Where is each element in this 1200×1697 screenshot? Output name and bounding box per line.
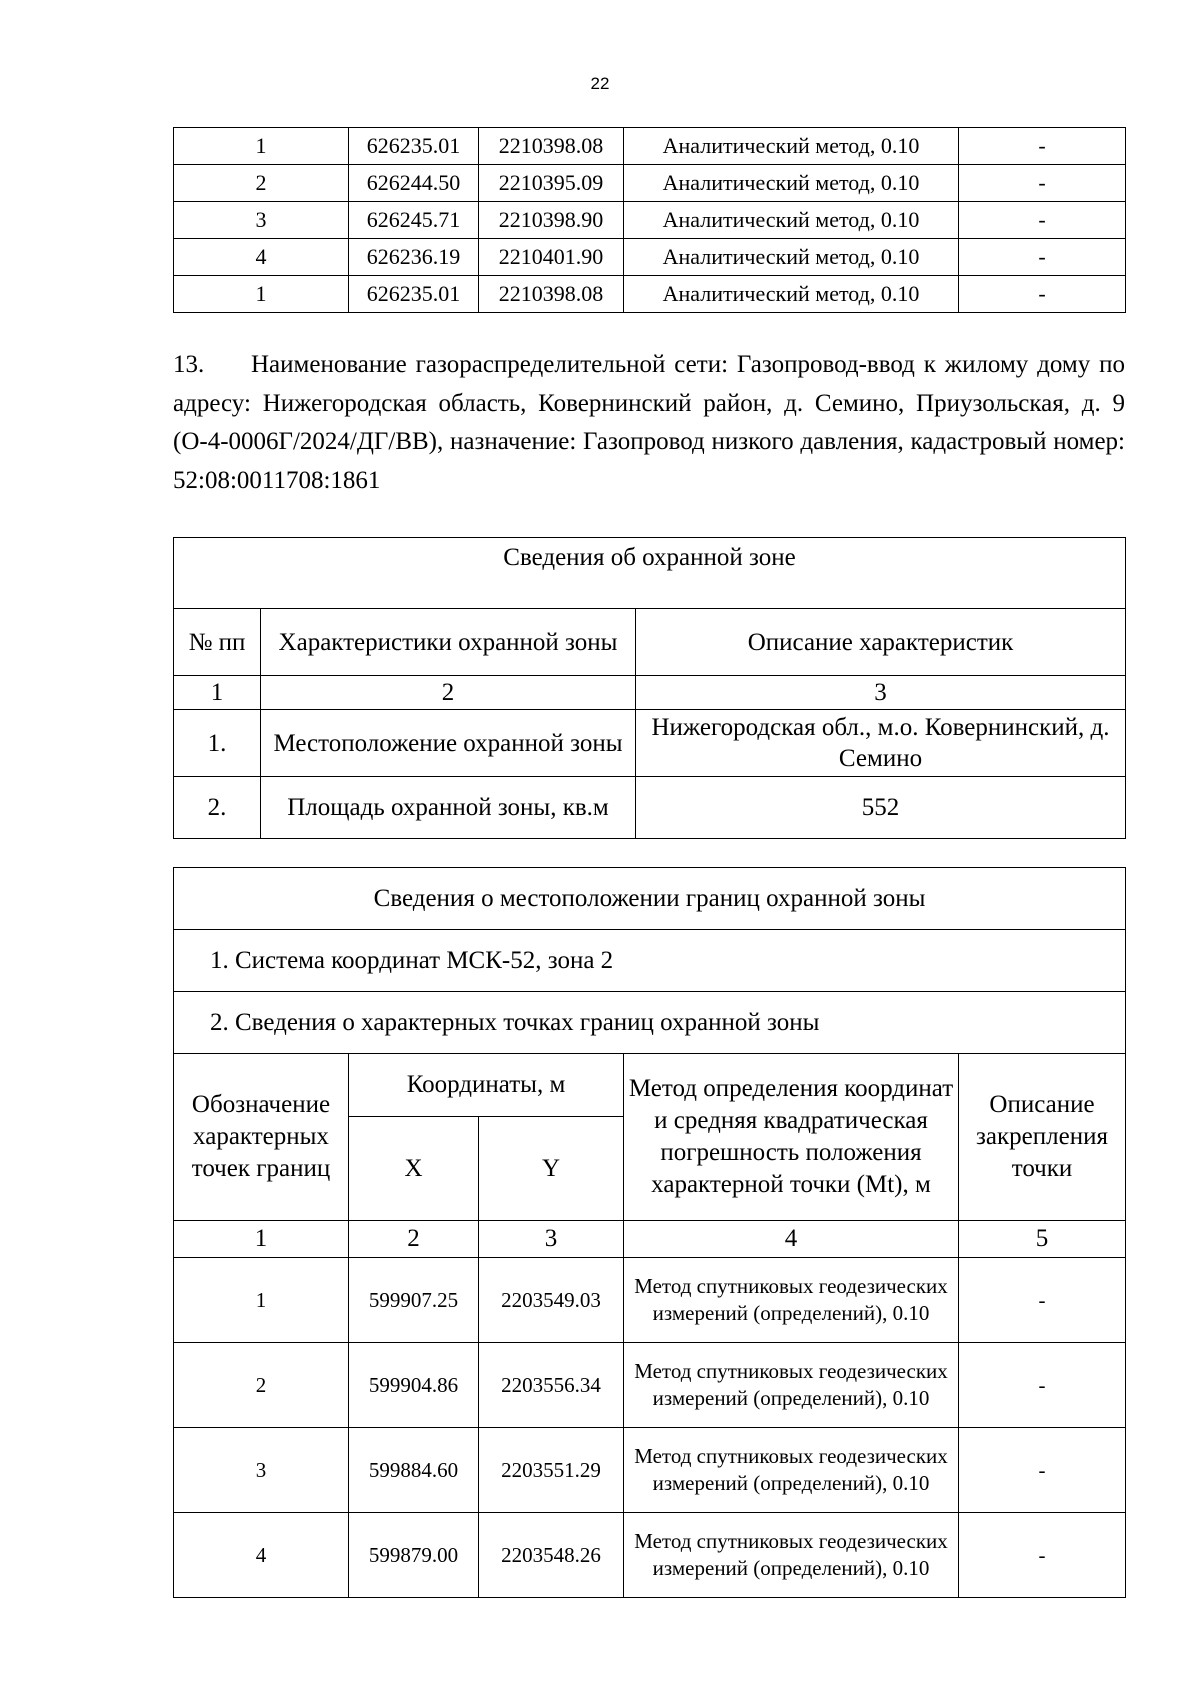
x-cell: 626244.50 [349, 165, 479, 202]
description-cell: Нижегородская обл., м.о. Ковернинский, д. Семино [636, 710, 1126, 777]
section-number: 13. [173, 351, 205, 378]
table-row [174, 276, 1126, 313]
zone-info-table [173, 537, 1126, 839]
y-cell: 2203548.26 [479, 1513, 624, 1598]
column-number-row [174, 676, 1126, 710]
description-cell: - [959, 1343, 1126, 1428]
table-row [174, 710, 1126, 777]
table-row [174, 1513, 1126, 1598]
x-cell: 626235.01 [349, 276, 479, 313]
method-cell: Аналитический метод, 0.10 [624, 128, 959, 165]
table-row [174, 1258, 1126, 1343]
point-cell: 3 [174, 202, 349, 239]
y-cell: 2210398.08 [479, 276, 624, 313]
table-row [174, 239, 1126, 276]
column-number: 1 [174, 676, 261, 710]
column-number: 1 [174, 1221, 349, 1258]
x-cell: 599879.00 [349, 1513, 479, 1598]
description-cell: - [959, 239, 1126, 276]
x-cell: 599907.25 [349, 1258, 479, 1343]
column-number: 4 [624, 1221, 959, 1258]
characteristic-cell: Площадь охранной зоны, кв.м [261, 777, 636, 839]
method-cell: Метод спутниковых геодезических измерений (определений), 0.10 [624, 1343, 959, 1428]
point-cell: 3 [174, 1428, 349, 1513]
column-number: 3 [479, 1221, 624, 1258]
column-header-description: Описание закрепления точки [959, 1054, 1126, 1221]
description-cell: - [959, 128, 1126, 165]
table-row [174, 777, 1126, 839]
point-cell: 4 [174, 239, 349, 276]
method-cell: Метод спутниковых геодезических измерений (определений), 0.10 [624, 1428, 959, 1513]
column-number: 3 [636, 676, 1126, 710]
points-title: 2. Сведения о характерных точках границ охранной зоны [174, 992, 1126, 1054]
point-cell: 2 [174, 1343, 349, 1428]
x-cell: 599884.60 [349, 1428, 479, 1513]
table-row [174, 1343, 1126, 1428]
description-cell: - [959, 202, 1126, 239]
page-number: 22 [590, 74, 610, 93]
column-number-row [174, 1221, 1126, 1258]
table-row [174, 165, 1126, 202]
column-header-number: № пп [174, 609, 261, 676]
method-cell: Аналитический метод, 0.10 [624, 239, 959, 276]
y-cell: 2210398.08 [479, 128, 624, 165]
points-title-row [174, 992, 1126, 1054]
column-header-method: Метод определения координат и средняя квадратическая погрешность положения характерной точки (Mt), м [624, 1054, 959, 1221]
column-header-y: Y [479, 1117, 624, 1221]
method-cell: Метод спутниковых геодезических измерений (определений), 0.10 [624, 1258, 959, 1343]
description-cell: - [959, 1428, 1126, 1513]
y-cell: 2210395.09 [479, 165, 624, 202]
section-paragraph [173, 346, 1125, 500]
coordinate-system: 1. Система координат МСК-52, зона 2 [174, 930, 1126, 992]
characteristic-cell: Местоположение охранной зоны [261, 710, 636, 777]
row-number: 2. [174, 777, 261, 839]
boundary-title: Сведения о местоположении границ охранной зоны [174, 868, 1126, 930]
point-cell: 1 [174, 276, 349, 313]
description-cell: - [959, 1513, 1126, 1598]
description-cell: 552 [636, 777, 1126, 839]
row-number: 1. [174, 710, 261, 777]
y-cell: 2210398.90 [479, 202, 624, 239]
method-cell: Аналитический метод, 0.10 [624, 165, 959, 202]
column-header-characteristic: Характеристики охранной зоны [261, 609, 636, 676]
column-number: 2 [261, 676, 636, 710]
y-cell: 2210401.90 [479, 239, 624, 276]
column-header-point: Обозначение характерных точек границ [174, 1054, 349, 1221]
table-row [174, 1428, 1126, 1513]
column-header-x: X [349, 1117, 479, 1221]
description-cell: - [959, 1258, 1126, 1343]
point-cell: 1 [174, 1258, 349, 1343]
description-cell: - [959, 165, 1126, 202]
method-cell: Метод спутниковых геодезических измерений (определений), 0.10 [624, 1513, 959, 1598]
table-title-row [174, 538, 1126, 609]
point-cell: 1 [174, 128, 349, 165]
coordinate-system-row [174, 930, 1126, 992]
x-cell: 626235.01 [349, 128, 479, 165]
column-header-description: Описание характеристик [636, 609, 1126, 676]
description-cell: - [959, 276, 1126, 313]
section-text: Наименование газораспределительной сети: Газопровод-ввод к жилому дому по адресу: Нижегородская область, Ковернинский район, д. Семино, Приузольская, д. 9 (О-4-0006Г/2024/ДГ/ВВ), назначение: Газопровод низкого давления, кадастровый номер: 52:08:0011708:1861 [173, 351, 1125, 494]
x-cell: 626245.71 [349, 202, 479, 239]
previous-coordinates-table [173, 127, 1126, 313]
x-cell: 599904.86 [349, 1343, 479, 1428]
method-cell: Аналитический метод, 0.10 [624, 202, 959, 239]
table-row [174, 202, 1126, 239]
column-header-coordinates: Координаты, м [349, 1054, 624, 1117]
y-cell: 2203551.29 [479, 1428, 624, 1513]
table-row [174, 128, 1126, 165]
method-cell: Аналитический метод, 0.10 [624, 276, 959, 313]
table-header-row [174, 609, 1126, 676]
zone-info-title: Сведения об охранной зоне [174, 538, 1126, 609]
y-cell: 2203556.34 [479, 1343, 624, 1428]
column-number: 2 [349, 1221, 479, 1258]
y-cell: 2203549.03 [479, 1258, 624, 1343]
table-header-row [174, 1054, 1126, 1117]
point-cell: 2 [174, 165, 349, 202]
boundary-table [173, 867, 1126, 1598]
x-cell: 626236.19 [349, 239, 479, 276]
column-number: 5 [959, 1221, 1126, 1258]
table-title-row [174, 868, 1126, 930]
point-cell: 4 [174, 1513, 349, 1598]
